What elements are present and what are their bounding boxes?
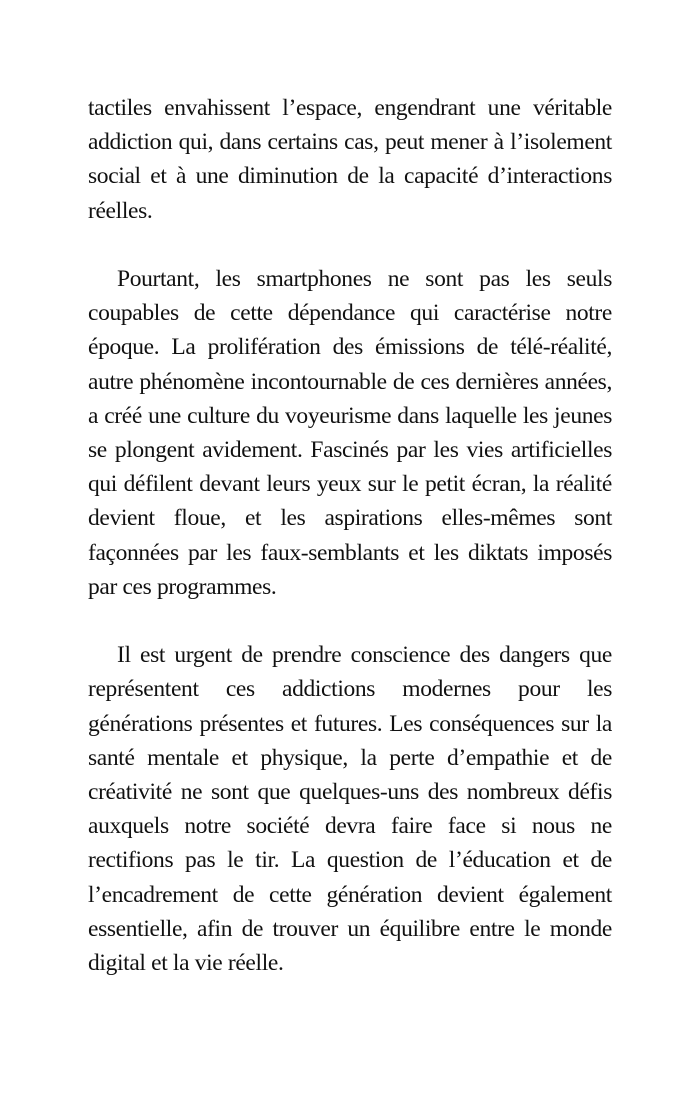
paragraph-urgence-conscience: Il est urgent de prendre conscience des dangers que représentent ces addictions modernes pour les générations présentes et futures. Les conséquences sur la santé mentale et physique, la perte d’empathie et de créativité ne sont que quelques-uns des nombreux défis auxquels notre société devra faire face si nous ne rectifions pas le tir. La question de l’éducation et de l’encadrement de cette génération devient également essentielle, afin de trouver un équilibre entre le monde digital et la vie réelle. xyxy=(88,642,612,977)
page-text-block xyxy=(88,91,612,1014)
paragraph-smartphones-dependance: Pourtant, les smartphones ne sont pas les seuls coupables de cette dépendance qui caractérise notre époque. La prolifération des émissions de télé-réalité, autre phénomène incontournable de ces dernières années, a créé une culture du voyeurisme dans laquelle les jeunes se plongent avidement. Fascinés par les vies artificielles qui défilent devant leurs yeux sur le petit écran, la réalité devient floue, et les aspirations elles-mêmes sont façonnées par les faux-semblants et les diktats imposés par ces programmes. xyxy=(88,266,612,600)
paragraph-continuation: tactiles envahissent l’espace, engendrant une véritable addiction qui, dans certains cas, peut mener à l’isolement social et à une diminution de la capacité d’interactions réelles. xyxy=(88,95,612,224)
